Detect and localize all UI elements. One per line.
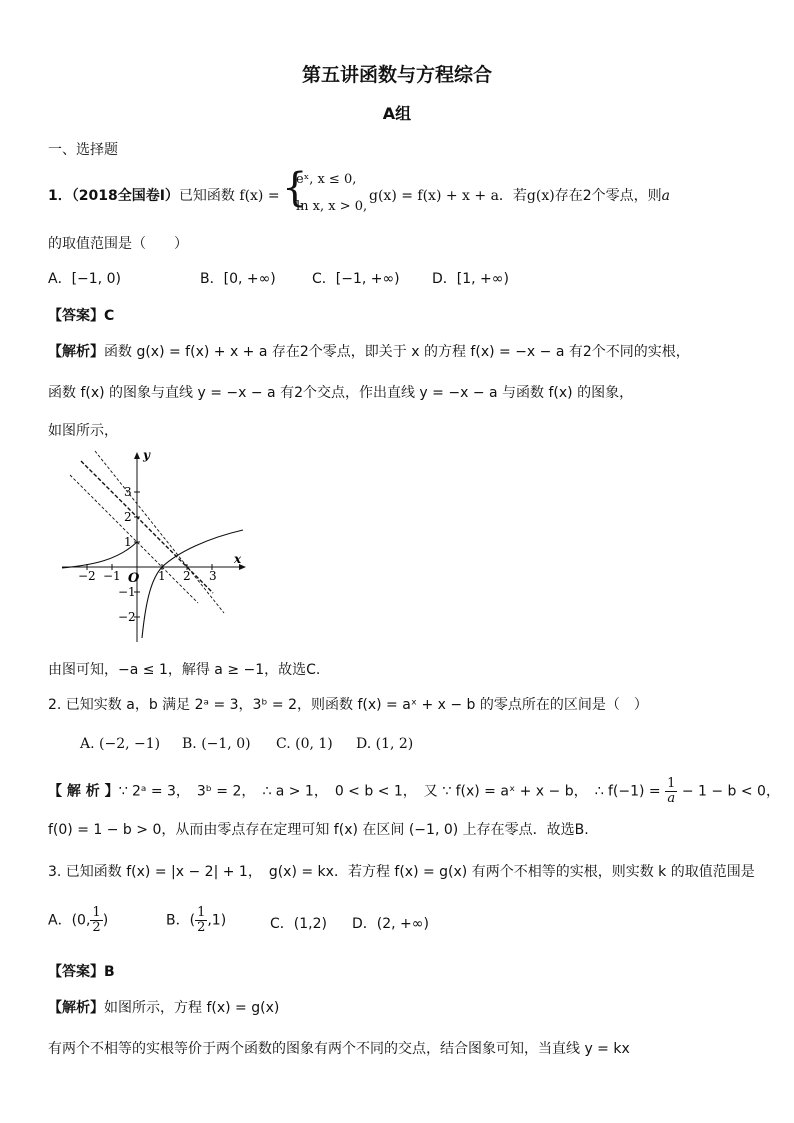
q1-case2: ln x, x > 0, [296,199,368,214]
dashed-line-2 [81,461,213,593]
q1-tail: 存在2个零点，则 [554,188,662,204]
q1-answer: 【答案】C [48,308,115,324]
q2-analysis-label: 【 解 析 】 [48,783,119,800]
q1-option-a: A．[−1, 0) [48,271,121,287]
q2-frac-num: 1 [667,776,676,791]
q3-analysis-1: 如图所示，方程 f(x) = g(x) [104,1000,280,1016]
q3-option-a-den: 2 [92,920,101,935]
q2-analysis-2: f(0) = 1 − b > 0，从而由零点存在定理可知 f(x) 在区间 (−1, 0) 上存在零点．故选B. [48,822,589,838]
q3-option-a-post: ) [102,912,109,929]
q1-var: a [661,188,670,204]
q2-analysis-b: − 1 − b < 0， [681,783,780,800]
q1-analysis-3: 如图所示， [48,423,118,439]
q1-analysis-2: 函数 f(x) 的图象与直线 y = −x − a 有2个交点，作出直线 y = −x − a 与函数 f(x) 的图象， [48,385,634,401]
y-axis-label: y [143,448,150,462]
q1-case1: eˣ, x ≤ 0, [296,172,357,187]
y-axis-arrow [134,452,140,459]
q2-analysis-a: ∵ 2ᵃ = 3， 3ᵇ = 2， ∴ a > 1， 0 < b < 1， 又 ∵ f(x) = aˣ + x − b， ∴ f(−1) = [118,783,661,800]
y-tick-2: 2 [124,510,132,524]
q3-option-b-post: ,1) [207,912,227,929]
q1-option-d: D．[1, +∞) [432,271,509,287]
piecewise-brace: { [282,165,308,211]
q3-option-d: D．(2, +∞) [352,916,429,932]
q2-fraction [665,777,677,806]
q1-option-b: B．[0, +∞) [200,271,276,287]
q3-stem: 3. 已知函数 f(x) = |x − 2| + 1， g(x) = kx．若方程 f(x) = g(x) 有两个不相等的实根，则实数 k 的取值范围是 [48,864,755,880]
q3-answer: 【答案】B [48,964,115,980]
group-subtitle: A组 [382,104,412,123]
q2-option-a: A. (−2, −1) [80,736,161,752]
q1-lead: 已知函数 [178,188,235,204]
q1-g: g(x) = f(x) + x + a．若 [369,188,527,204]
q1-source: （2018全国卷Ⅰ） [71,188,179,204]
q3-option-b [166,906,226,935]
x-tick-3: 3 [209,569,217,583]
q1-conclusion: 由图可知，−a ≤ 1，解得 a ≥ −1，故选C. [48,662,321,678]
q2-option-b: B. (−1, 0) [182,736,251,752]
section-heading: 一、选择题 [48,142,118,158]
y-tick-neg1: −1 [118,585,136,599]
q2-option-c: C. (0, 1) [276,736,333,752]
q3-analysis-label: 【解析】 [48,1000,104,1016]
q3-option-b-den: 2 [197,920,206,935]
dashed-line-3 [95,451,224,613]
y-tick-3: 3 [124,485,132,499]
q1-f: f(x) = [239,188,280,204]
q3-option-c: C．(1,2) [270,916,327,932]
q1-analysis-1: 函数 g(x) = f(x) + x + a 存在2个零点，即关于 x 的方程 f(x) = −x − a 有2个不同的实根， [104,344,690,360]
x-tick-neg1: −1 [103,569,121,583]
x-axis-label: x [234,552,242,566]
q3-analysis-2: 有两个不相等的实根等价于两个函数的图象有两个不同的交点，结合图象可知，当直线 y = kx [48,1041,630,1057]
q1-g2: g(x) [526,188,555,204]
y-tick-1: 1 [124,535,132,549]
origin-label: O [128,571,140,586]
ln-curve [142,530,243,638]
q1-number: 1． [48,188,72,204]
q2-option-d: D. (1, 2) [356,736,414,752]
q2-stem: 2. 已知实数 a，b 满足 2ᵃ = 3，3ᵇ = 2，则函数 f(x) = aˣ + x − b 的零点所在的区间是（ ） [48,697,648,713]
q3-option-b-num: 1 [197,905,206,920]
q3-option-b-pre: B．( [166,912,196,929]
q2-frac-den: a [667,791,676,806]
y-tick-neg2: −2 [118,610,136,624]
x-tick-neg2: −2 [78,569,96,583]
q1-analysis-label: 【解析】 [48,344,104,360]
q1-option-c: C．[−1, +∞) [312,271,400,287]
x-tick-2: 2 [183,569,191,583]
q3-option-a-pre: A．(0, [48,912,91,929]
function-graph [58,448,248,648]
q3-option-a-num: 1 [92,905,101,920]
q3-option-a [48,906,108,935]
page-title: 第五讲函数与方程综合 [301,64,492,86]
q1-line2: 的取值范围是（ ） [48,236,188,252]
x-tick-1: 1 [158,569,166,583]
